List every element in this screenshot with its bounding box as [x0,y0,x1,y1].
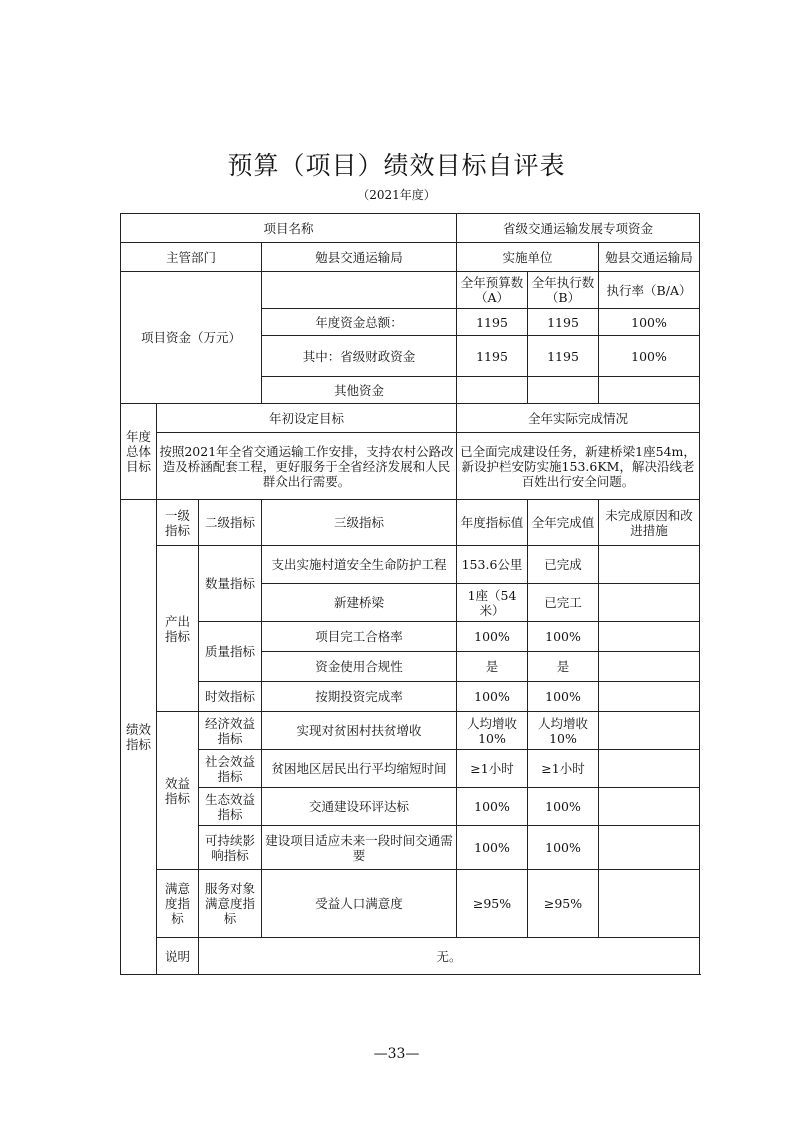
ecological-indicator-label: 生态效益指标 [199,788,262,826]
note-row [121,938,700,975]
indicator-reason [599,712,700,750]
reason-header: 未完成原因和改进措施 [599,500,700,546]
indicator-row [121,712,700,750]
funds-col-budget: 全年预算数（A） [457,272,528,309]
funds-row-exec [528,377,599,404]
funds-row-budget: 1195 [457,309,528,336]
level3-header: 三级指标 [262,500,457,546]
note-label: 说明 [157,938,199,975]
funds-col-rate: 执行率（B/A） [599,272,700,309]
note-value: 无。 [199,938,700,975]
quantity-indicator-label: 数量指标 [199,546,262,622]
indicator-actual: 是 [528,652,599,682]
funds-col-exec: 全年执行数（B） [528,272,599,309]
indicator-row [121,546,700,584]
indicator-target: 100% [457,826,528,870]
impl-unit-value: 勉县交通运输局 [599,243,700,272]
funds-row-budget [457,377,528,404]
indicator-name: 交通建设环评达标 [262,788,457,826]
impl-unit-label: 实施单位 [457,243,599,272]
funds-row-label: 年度资金总额： [262,309,457,336]
initial-goal-text: 按照2021年全省交通运输工作安排，支持农村公路改造及桥涵配套工程，更好服务于全省经济发展和人民群众出行需要。 [157,433,457,500]
target-value-header: 年度指标值 [457,500,528,546]
indicator-header-row [121,500,700,546]
project-name-label: 项目名称 [121,214,457,243]
funds-label: 项目资金（万元） [121,272,262,404]
indicator-reason [599,682,700,712]
actual-completion-header: 全年实际完成情况 [457,404,700,433]
indicator-name: 新建桥梁 [262,584,457,622]
funds-header-row [121,272,700,309]
indicator-row [121,826,700,870]
indicator-reason [599,750,700,788]
indicator-name: 项目完工合格率 [262,622,457,652]
indicator-row [121,750,700,788]
benefit-indicator-label: 效益指标 [157,712,199,870]
document-title: 预算（项目）绩效目标自评表 [227,151,566,180]
project-name-row [121,214,700,243]
indicator-name: 受益人口满意度 [262,870,457,938]
actual-completion-text: 已全面完成建设任务，新建桥梁1座54m，新设护栏安防实施153.6KM，解决沿线老百姓出行安全问题。 [457,433,700,500]
sustainable-indicator-label: 可持续影响指标 [199,826,262,870]
indicator-reason [599,652,700,682]
performance-indicators-label: 绩效指标 [121,500,157,975]
indicator-row [121,870,700,938]
indicator-name: 实现对贫困村扶贫增收 [262,712,457,750]
indicator-name: 建设项目适应未来一段时间交通需要 [262,826,457,870]
level2-header: 二级指标 [199,500,262,546]
quality-indicator-label: 质量指标 [199,622,262,682]
overall-goal-header-row [121,404,700,433]
indicator-name: 支出实施村道安全生命防护工程 [262,546,457,584]
indicator-reason [599,788,700,826]
indicator-actual: 100% [528,682,599,712]
indicator-reason [599,622,700,652]
indicator-reason [599,584,700,622]
funds-row-rate [599,377,700,404]
department-row [121,243,700,272]
indicator-actual: 已完工 [528,584,599,622]
indicator-target: ≥1小时 [457,750,528,788]
funds-header-blank [262,272,457,309]
indicator-target: 1座（54米） [457,584,528,622]
indicator-actual: ≥1小时 [528,750,599,788]
indicator-row [121,622,700,652]
timeliness-indicator-label: 时效指标 [199,682,262,712]
indicator-row [121,682,700,712]
service-satisfaction-label: 服务对象满意度指标 [199,870,262,938]
indicator-target: 153.6公里 [457,546,528,584]
indicator-target: 100% [457,682,528,712]
funds-row-label: 其中：省级财政资金 [262,336,457,377]
indicator-actual: 100% [528,788,599,826]
indicator-name: 贫困地区居民出行平均缩短时间 [262,750,457,788]
indicator-row [121,788,700,826]
level1-header: 一级指标 [157,500,199,546]
indicator-target: 是 [457,652,528,682]
satisfaction-indicator-label: 满意度指标 [157,870,199,938]
indicator-name: 资金使用合规性 [262,652,457,682]
indicator-target: 100% [457,622,528,652]
funds-row-budget: 1195 [457,336,528,377]
indicator-reason [599,546,700,584]
indicator-target: 人均增收10% [457,712,528,750]
indicator-name: 按期投资完成率 [262,682,457,712]
indicator-actual: 已完成 [528,546,599,584]
indicator-reason [599,826,700,870]
funds-row-rate: 100% [599,336,700,377]
indicator-target: ≥95% [457,870,528,938]
indicator-actual: 人均增收10% [528,712,599,750]
funds-row-exec: 1195 [528,309,599,336]
project-name-value: 省级交通运输发展专项资金 [457,214,700,243]
actual-value-header: 全年完成值 [528,500,599,546]
indicator-actual: 100% [528,826,599,870]
economic-indicator-label: 经济效益指标 [199,712,262,750]
page-number: —33— [373,1046,420,1062]
social-indicator-label: 社会效益指标 [199,750,262,788]
funds-row-rate: 100% [599,309,700,336]
indicator-actual: ≥95% [528,870,599,938]
dept-value: 勉县交通运输局 [262,243,457,272]
dept-label: 主管部门 [121,243,262,272]
indicator-actual: 100% [528,622,599,652]
indicator-reason [599,870,700,938]
funds-row-label: 其他资金 [262,377,457,404]
document-year: （2021年度） [357,188,436,202]
self-evaluation-table [120,213,700,975]
funds-row-exec: 1195 [528,336,599,377]
indicator-target: 100% [457,788,528,826]
overall-goal-label: 年度总体目标 [121,404,157,500]
output-indicator-label: 产出指标 [157,546,199,712]
initial-goal-header: 年初设定目标 [157,404,457,433]
overall-goal-text-row [121,433,700,500]
